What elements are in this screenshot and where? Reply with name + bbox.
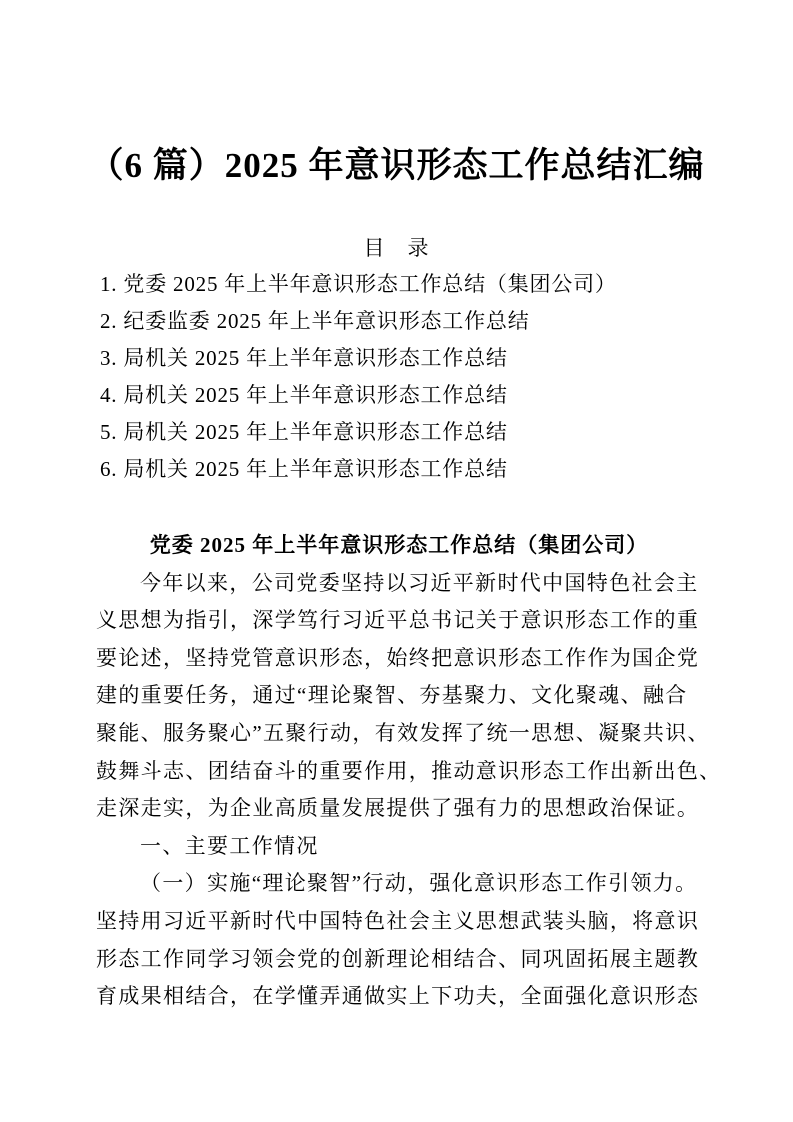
toc-item: 3. 局机关 2025 年上半年意识形态工作总结 — [100, 346, 508, 370]
toc-item: 2. 纪委监委 2025 年上半年意识形态工作总结 — [100, 309, 530, 333]
paragraph-line: 育成果相结合，在学懂弄通做实上下功夫，全面强化意识形态 — [96, 984, 700, 1009]
article-title: 党委 2025 年上半年意识形态工作总结（集团公司） — [149, 533, 649, 557]
paragraph-line: 聚能、服务聚心”五聚行动，有效发挥了统一思想、凝聚共识、 — [96, 720, 710, 745]
table-of-contents — [100, 266, 720, 488]
toc-item: 6. 局机关 2025 年上半年意识形态工作总结 — [100, 457, 508, 481]
paragraph-line: 坚持用习近平新时代中国特色社会主义思想武装头脑，将意识 — [96, 908, 700, 933]
paragraph-line: 要论述，坚持党管意识形态，始终把意识形态工作作为国企党 — [96, 645, 700, 670]
toc-heading: 目 录 — [363, 236, 430, 260]
toc-item: 1. 党委 2025 年上半年意识形态工作总结（集团公司） — [100, 272, 617, 296]
document-title: （6 篇）2025 年意识形态工作总结汇编 — [88, 146, 705, 185]
paragraph-line: 建的重要任务，通过“理论聚智、夯基聚力、文化聚魂、融合 — [96, 683, 688, 708]
paragraph-line: 走深走实，为企业高质量发展提供了强有力的思想政治保证。 — [96, 796, 700, 821]
toc-item: 5. 局机关 2025 年上半年意识形态工作总结 — [100, 420, 508, 444]
section-heading: 一、主要工作情况 — [140, 833, 319, 858]
paragraph-line: （一）实施“理论聚智”行动，强化意识形态工作引领力。 — [140, 871, 698, 896]
toc-item: 4. 局机关 2025 年上半年意识形态工作总结 — [100, 383, 508, 407]
paragraph-line: 鼓舞斗志、团结奋斗的重要作用，推动意识形态工作出新出色、 — [96, 758, 722, 783]
paragraph-line: 义思想为指引，深学笃行习近平总书记关于意识形态工作的重 — [96, 608, 700, 633]
paragraph-line: 今年以来，公司党委坚持以习近平新时代中国特色社会主 — [140, 570, 699, 595]
article-body — [96, 527, 722, 1016]
paragraph-line: 形态工作同学习领会党的创新理论相结合、同巩固拓展主题教 — [96, 946, 700, 971]
